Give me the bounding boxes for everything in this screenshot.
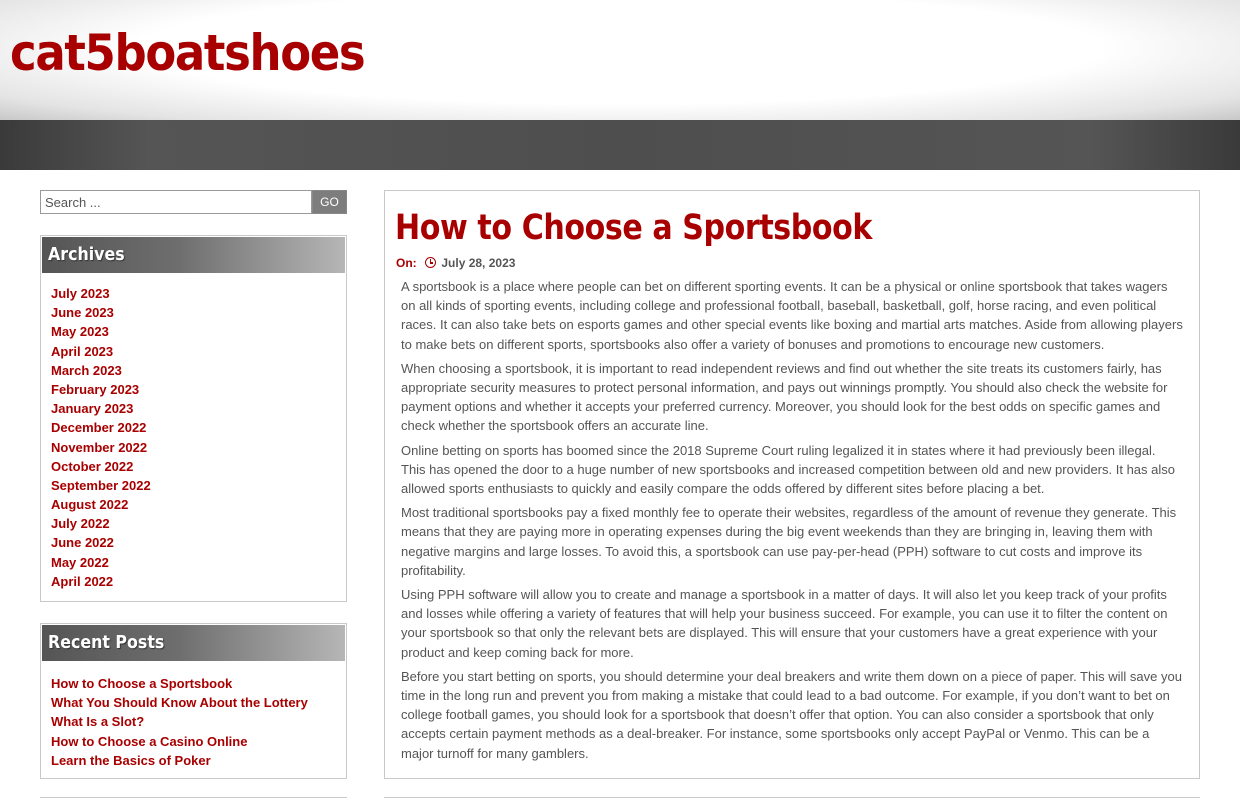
list-item — [41, 476, 346, 495]
list-item — [41, 495, 346, 514]
archive-month-link[interactable]: September 2022 — [51, 477, 151, 493]
archive-month-link[interactable]: June 2022 — [51, 535, 114, 551]
list-item — [41, 380, 346, 399]
list-item — [41, 322, 346, 341]
next-widget-top-edge — [40, 797, 347, 801]
post-paragraph: Before you start betting on sports, you should determine your deal breakers and write them down on a piece of paper. This will save you time in the long run and prevent you from making a mistake that could lead to a bad outcome. For example, if you don’t want to bet on college football games, you should look for a sportsbook that doesn’t offer that option. You can also consider a sportsbook that only accepts certain payment methods as a deal-breaker. For instance, some sportsbooks only accept PayPal or Venmo. This can be a major turnoff for many gamblers. — [401, 668, 1182, 761]
list-item — [41, 284, 346, 303]
post-paragraph: A sportsbook is a place where people can bet on different sporting events. It can be a physical or online sportsbook that takes wagers on all kinds of sporting events, including college and professional football, baseball, basketball, golf, horse racing, and even political races. It can also take bets on esports games and other special events like boxing and martial arts matches. Aside from allowing players to make bets on different sports, sportsbooks also offer a variety of bonuses and promotions to encourage new customers. — [401, 279, 1183, 352]
recent-post-link[interactable]: What You Should Know About the Lottery — [51, 695, 308, 711]
list-item — [41, 361, 346, 380]
archive-month-link[interactable]: July 2022 — [51, 516, 110, 532]
list-item — [41, 693, 346, 712]
post-meta — [396, 255, 515, 271]
archive-month-link[interactable]: December 2022 — [51, 420, 147, 436]
search-go-button[interactable]: GO — [312, 190, 347, 214]
site-header — [0, 0, 1240, 120]
list-item — [41, 418, 346, 437]
list-item — [41, 342, 346, 361]
list-item — [41, 514, 346, 533]
post-paragraph: Online betting on sports has boomed since the 2018 Supreme Court ruling legalized it in states where it had previously been illegal. This has opened the door to a huge number of new sportsbooks and increased competition between old and new providers. It has also allowed sports enthusiasts to quickly and easily compare the odds offered by different sites before placing a bet. — [401, 442, 1175, 497]
search-form — [40, 190, 347, 215]
post-paragraph: Using PPH software will allow you to create and manage a sportsbook in a matter of days. It will also let you keep track of your profits and losses while offering a variety of features that will help your business succeed. For example, you can use it to filter the content on your sportsbook so that only the relevant bets are displayed. This will ensure that your customers have a great experience with your product and keep coming back for more. — [401, 587, 1168, 660]
archive-month-link[interactable]: May 2022 — [51, 554, 109, 570]
archives-widget — [40, 235, 347, 602]
post-content — [401, 277, 1183, 768]
archive-month-link[interactable]: April 2022 — [51, 573, 114, 589]
search-input[interactable] — [40, 190, 312, 214]
next-article-top-edge — [384, 797, 1200, 801]
recent-post-link[interactable]: What Is a Slot? — [51, 714, 145, 730]
archives-widget-title: Archives — [42, 237, 345, 273]
archive-month-link[interactable]: April 2023 — [51, 343, 114, 359]
recent-posts-widget-title: Recent Posts — [42, 625, 345, 661]
list-item — [41, 303, 346, 322]
recent-post-link[interactable]: How to Choose a Casino Online — [51, 733, 248, 749]
list-item — [41, 712, 346, 731]
list-item — [41, 674, 346, 693]
recent-posts-list — [41, 662, 346, 770]
recent-post-link[interactable]: How to Choose a Sportsbook — [51, 676, 233, 691]
post-article — [384, 190, 1200, 779]
site-title[interactable]: cat5boatshoes — [10, 24, 365, 82]
list-item — [41, 553, 346, 572]
archive-month-link[interactable]: July 2023 — [51, 286, 110, 301]
archive-month-link[interactable]: May 2023 — [51, 324, 109, 340]
list-item — [41, 751, 346, 770]
main-navigation-bar — [0, 120, 1240, 170]
list-item — [41, 533, 346, 552]
recent-posts-widget — [40, 623, 347, 779]
archive-month-link[interactable]: January 2023 — [51, 401, 134, 417]
archive-month-link[interactable]: June 2023 — [51, 305, 114, 321]
archive-month-link[interactable]: March 2023 — [51, 362, 122, 378]
archive-month-link[interactable]: August 2022 — [51, 497, 129, 513]
post-paragraph: Most traditional sportsbooks pay a fixed monthly fee to operate their websites, regardless of the amount of revenue they generate. This means that they are paying more in operating expenses during the big event weekends than they are bringing in, leaving them with negative margins and large losses. To avoid this, a sportsbook can use pay-per-head (PPH) software to cut costs and improve its profitability. — [401, 505, 1177, 578]
list-item — [41, 572, 346, 591]
recent-post-link[interactable]: Learn the Basics of Poker — [51, 752, 211, 768]
list-item — [41, 732, 346, 751]
list-item — [41, 457, 346, 476]
archive-month-link[interactable]: February 2023 — [51, 381, 140, 397]
post-meta-label: On: — [396, 256, 417, 270]
archive-month-link[interactable]: November 2022 — [51, 439, 148, 455]
post-date[interactable]: July 28, 2023 — [441, 256, 516, 270]
list-item — [41, 438, 346, 457]
post-title[interactable]: How to Choose a Sportsbook — [395, 208, 872, 248]
list-item — [41, 399, 346, 418]
clock-icon — [425, 257, 436, 268]
archive-month-link[interactable]: October 2022 — [51, 458, 134, 474]
archives-list — [41, 274, 346, 591]
post-paragraph: When choosing a sportsbook, it is important to read independent reviews and find out whether the site treats its customers fairly, has appropriate security measures to protect personal information, and pays out winnings promptly. You should also check the website for payment options and whether it accepts your preferred currency. Moreover, you should look for the best odds on specific games and check whether the sportsbook offers an accurate line. — [401, 360, 1168, 434]
